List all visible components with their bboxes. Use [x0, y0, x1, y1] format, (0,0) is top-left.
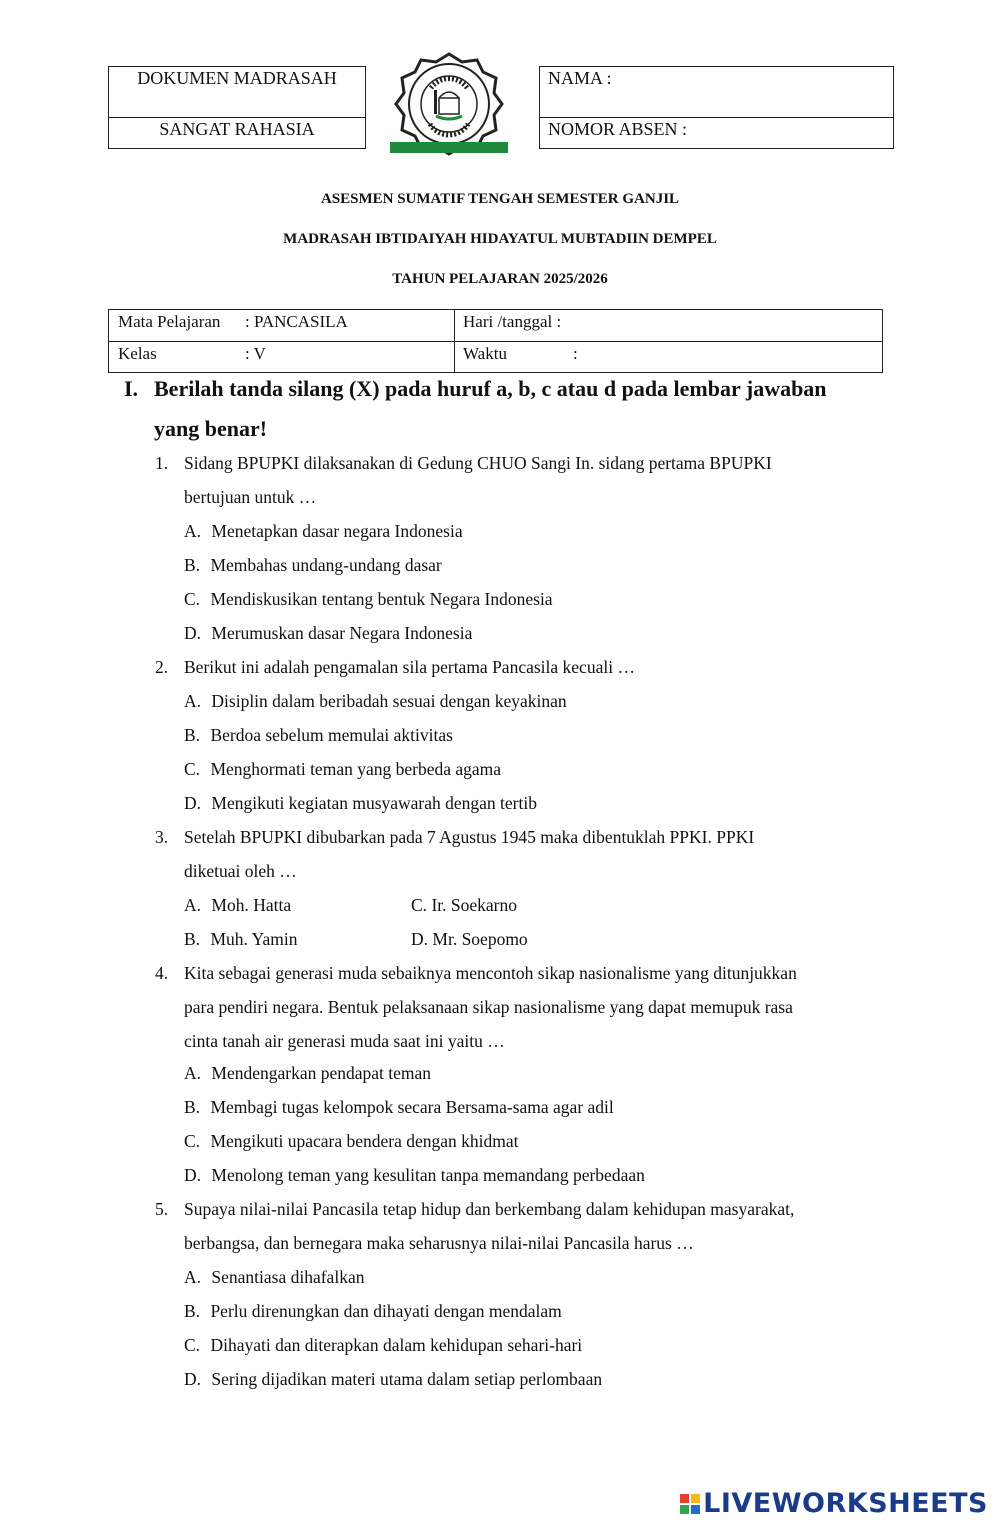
option-text: Membahas undang-undang dasar	[210, 555, 442, 575]
option-text: Senantiasa dihafalkan	[211, 1267, 365, 1287]
option-letter: C.	[411, 895, 428, 915]
question-text: bertujuan untuk …	[184, 487, 317, 507]
header-left-box	[108, 66, 366, 149]
question-text: diketuai oleh …	[184, 861, 297, 881]
question-number: 5.	[155, 1199, 169, 1219]
option-4d[interactable]	[184, 1158, 645, 1192]
option-2c[interactable]	[184, 752, 501, 786]
option-letter: C.	[184, 589, 201, 609]
option-text: Mengikuti upacara bendera dengan khidmat	[210, 1131, 519, 1151]
option-letter: D.	[184, 1165, 202, 1185]
option-text: Membagi tugas kelompok secara Bersama-sama agar adil	[210, 1097, 614, 1117]
option-text: Disiplin dalam beribadah sesuai dengan keyakinan	[211, 691, 567, 711]
instruction-line-1: Berilah tanda silang (X) pada huruf a, b, c atau d pada lembar jawaban	[154, 376, 827, 401]
option-text: Mr. Soepomo	[432, 929, 528, 949]
secret-label: SANGAT RAHASIA	[159, 119, 315, 139]
liveworksheets-watermark[interactable]	[680, 1488, 988, 1519]
liveworksheets-logo-icon	[680, 1494, 700, 1514]
option-3a[interactable]	[184, 888, 291, 922]
option-text: Merumuskan dasar Negara Indonesia	[211, 623, 473, 643]
question-text: cinta tanah air generasi muda saat ini yaitu …	[184, 1031, 505, 1051]
option-letter: A.	[184, 521, 202, 541]
divider	[540, 117, 893, 118]
option-text: Dihayati dan diterapkan dalam kehidupan sehari-hari	[210, 1335, 583, 1355]
option-5c[interactable]	[184, 1328, 582, 1362]
option-letter: A.	[184, 895, 202, 915]
watermark-text: LIVEWORKSHEETS	[703, 1488, 988, 1519]
option-text: Berdoa sebelum memulai aktivitas	[210, 725, 453, 745]
option-letter: B.	[184, 1097, 201, 1117]
option-letter: B.	[184, 1301, 201, 1321]
option-letter: D.	[184, 1369, 202, 1389]
option-letter: A.	[184, 1063, 202, 1083]
doc-label: DOKUMEN MADRASAH	[137, 68, 337, 88]
option-letter: C.	[184, 1335, 201, 1355]
option-letter: B.	[184, 555, 201, 575]
subject-label: Mata Pelajaran	[118, 312, 221, 331]
option-text: Menghormati teman yang berbeda agama	[210, 759, 502, 779]
class-value: : V	[245, 344, 266, 363]
option-text: Mengikuti kegiatan musyawarah dengan tertib	[211, 793, 537, 813]
option-5a[interactable]	[184, 1260, 364, 1294]
divider	[109, 341, 882, 342]
time-value[interactable]: :	[573, 344, 578, 363]
option-text: Menolong teman yang kesulitan tanpa memandang perbedaan	[211, 1165, 645, 1185]
option-text: Ir. Soekarno	[431, 895, 517, 915]
option-1a[interactable]	[184, 514, 463, 548]
exam-title: ASESMEN SUMATIF TENGAH SEMESTER GANJIL	[320, 191, 680, 207]
option-5d[interactable]	[184, 1362, 602, 1396]
school-logo	[384, 52, 514, 156]
question-text: Supaya nilai-nilai Pancasila tetap hidup dan berkembang dalam kehidupan masyarakat,	[184, 1199, 795, 1219]
option-letter: D.	[184, 623, 202, 643]
option-letter: A.	[184, 1267, 202, 1287]
option-2a[interactable]	[184, 684, 567, 718]
absen-field-label[interactable]: NOMOR ABSEN :	[548, 119, 688, 139]
option-letter: D.	[184, 793, 202, 813]
option-3b[interactable]	[184, 922, 297, 956]
school-title: MADRASAH IBTIDAIYAH HIDAYATUL MUBTADIIN DEMPEL	[283, 231, 717, 247]
option-3c[interactable]	[411, 888, 517, 922]
option-5b[interactable]	[184, 1294, 562, 1328]
date-label[interactable]: Hari /tanggal :	[463, 312, 562, 331]
option-letter: D.	[411, 929, 429, 949]
school-logo-graphic	[384, 52, 514, 156]
subject-value: : PANCASILA	[245, 312, 348, 331]
option-1c[interactable]	[184, 582, 553, 616]
question-text: berbangsa, dan bernegara maka seharusnya nilai-nilai Pancasila harus …	[184, 1233, 694, 1253]
time-label: Waktu	[463, 344, 507, 363]
option-letter: A.	[184, 691, 202, 711]
option-text: Mendiskusikan tentang bentuk Negara Indonesia	[210, 589, 553, 609]
question-number: 4.	[155, 963, 169, 983]
option-1d[interactable]	[184, 616, 472, 650]
question-text: para pendiri negara. Bentuk pelaksanaan sikap nasionalisme yang dapat memupuk rasa	[184, 997, 793, 1017]
option-text: Sering dijadikan materi utama dalam setiap perlombaan	[211, 1369, 603, 1389]
question-number: 1.	[155, 453, 169, 473]
question-text: Sidang BPUPKI dilaksanakan di Gedung CHUO Sangi In. sidang pertama BPUPKI	[184, 453, 772, 473]
option-4b[interactable]	[184, 1090, 614, 1124]
option-letter: B.	[184, 725, 201, 745]
divider	[109, 117, 365, 118]
option-letter: B.	[184, 929, 201, 949]
option-letter: C.	[184, 1131, 201, 1151]
option-text: Mendengarkan pendapat teman	[211, 1063, 432, 1083]
option-letter: C.	[184, 759, 201, 779]
question-number: 3.	[155, 827, 169, 847]
year-title: TAHUN PELAJARAN 2025/2026	[392, 271, 608, 287]
option-3d[interactable]	[411, 922, 528, 956]
subject-info-table	[108, 309, 883, 373]
question-number: 2.	[155, 657, 169, 677]
option-2d[interactable]	[184, 786, 537, 820]
option-text: Perlu direnungkan dan dihayati dengan mendalam	[210, 1301, 562, 1321]
option-4a[interactable]	[184, 1056, 431, 1090]
instruction-line-2: yang benar!	[154, 416, 268, 441]
option-4c[interactable]	[184, 1124, 519, 1158]
question-text: Kita sebagai generasi muda sebaiknya mencontoh sikap nasionalisme yang ditunjukkan	[184, 963, 797, 983]
class-label: Kelas	[118, 344, 157, 363]
question-text: Setelah BPUPKI dibubarkan pada 7 Agustus 1945 maka dibentuklah PPKI. PPKI	[184, 827, 755, 847]
option-text: Muh. Yamin	[210, 929, 298, 949]
option-1b[interactable]	[184, 548, 442, 582]
header-right-box	[539, 66, 894, 149]
name-field-label[interactable]: NAMA :	[548, 68, 612, 88]
option-2b[interactable]	[184, 718, 453, 752]
option-text: Menetapkan dasar negara Indonesia	[211, 521, 463, 541]
option-text: Moh. Hatta	[211, 895, 292, 915]
question-text: Berikut ini adalah pengamalan sila pertama Pancasila kecuali …	[184, 657, 635, 677]
section-number: I.	[124, 376, 139, 401]
